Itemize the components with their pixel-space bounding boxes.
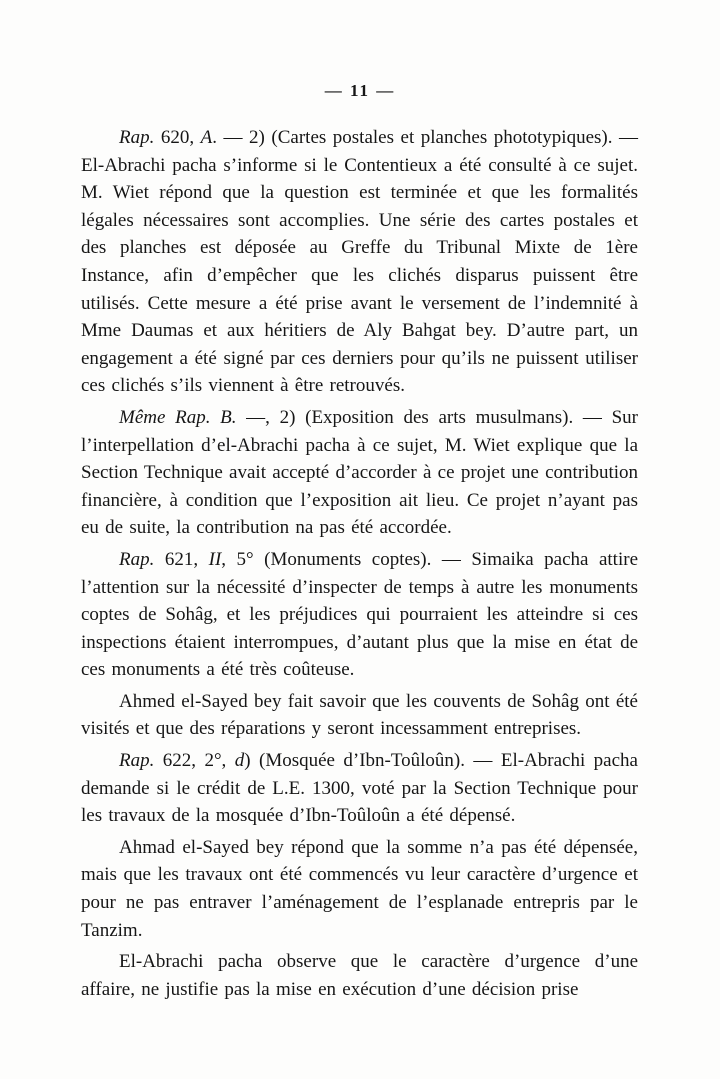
text-segment: 621,	[154, 548, 209, 570]
text-segment: . — 2) (Cartes postales et planches phototypiques). — El-Abrachi pacha s’informe si le Contentieux a été consulté à ce sujet. M. Wiet répond que la question est terminée et que les formalités légales nécessaires sont accomplies. Une série des cartes postales et des planches est déposée au Greffe du Tribunal Mixte de 1ère Instance, afin d’empêcher que les clichés disparus puissent être utilisés. Cette mesure a été prise avant le versement de l’indemnité à Mme Daumas et aux héritiers de Aly Bahgat bey. D’autre part, un engagement a été signé par ces derniers pour qu’ils ne puissent utiliser ces clichés s’ils viennent à être retrouvés.	[81, 127, 638, 397]
paragraph-3	[81, 546, 638, 684]
text-segment: Ahmad el-Sayed bey répond que la somme n’a pas été dépensée, mais que les travaux ont été commencés vu leur caractère d’urgence et pour ne pas entraver l’aménagement de l’esplanade entrepris par le Tanzim.	[81, 836, 638, 941]
italic-text-segment: II	[208, 548, 222, 570]
text-segment: , 5° (Monuments coptes). — Simaika pacha attire l’attention sur la nécessité d’inspecter de temps à autre les monuments coptes de Sohâg, et les préjudices qui pourraient les atteindre si ces inspections étaient interrompues, d’autant plus que la mise en état de ces monuments a été très coûteuse.	[81, 548, 638, 681]
text-segment: 620,	[154, 127, 201, 148]
text-segment: 622, 2°,	[154, 750, 235, 772]
page-number-header: — 11 —	[324, 81, 396, 100]
italic-text-segment: d	[234, 750, 245, 772]
text-segment: ) (Mosquée d’Ibn-Toûloûn). — El-Abrachi pacha demande si le crédit de L.E. 1300, voté par la Section Technique pour les travaux de la mosquée d’Ibn-Toûloûn a été dépensé.	[81, 750, 638, 827]
page-body	[81, 124, 638, 1003]
paragraph-1	[81, 124, 638, 400]
text-segment: —, 2) (Exposition des arts musulmans). — Sur l’interpellation d’el-Abrachi pacha à ce sujet, M. Wiet explique que la Section Technique avait accepté d’accorder à ce projet une contribution financière, à condition que l’exposition ait lieu. Ce projet n’ayant pas eu de suite, la contribution na pas été accordée.	[81, 406, 638, 539]
italic-text-segment: A	[200, 127, 213, 148]
italic-text-segment: Même Rap. B.	[119, 406, 237, 428]
text-segment: El-Abrachi pacha observe que le caractère d’urgence d’une affaire, ne justifie pas la mise en exécution d’une décision prise	[81, 951, 638, 1000]
italic-text-segment: Rap.	[119, 548, 155, 570]
italic-text-segment: Rap.	[119, 127, 155, 148]
paragraph-4	[81, 688, 638, 743]
paragraph-6	[81, 834, 638, 944]
italic-text-segment: Rap.	[119, 750, 155, 772]
paragraph-7	[81, 948, 638, 1003]
paragraph-2	[81, 404, 638, 542]
paragraph-5	[81, 747, 638, 830]
text-segment: Ahmed el-Sayed bey fait savoir que les couvents de Sohâg ont été visités et que des réparations y seront incessamment entreprises.	[81, 690, 638, 740]
